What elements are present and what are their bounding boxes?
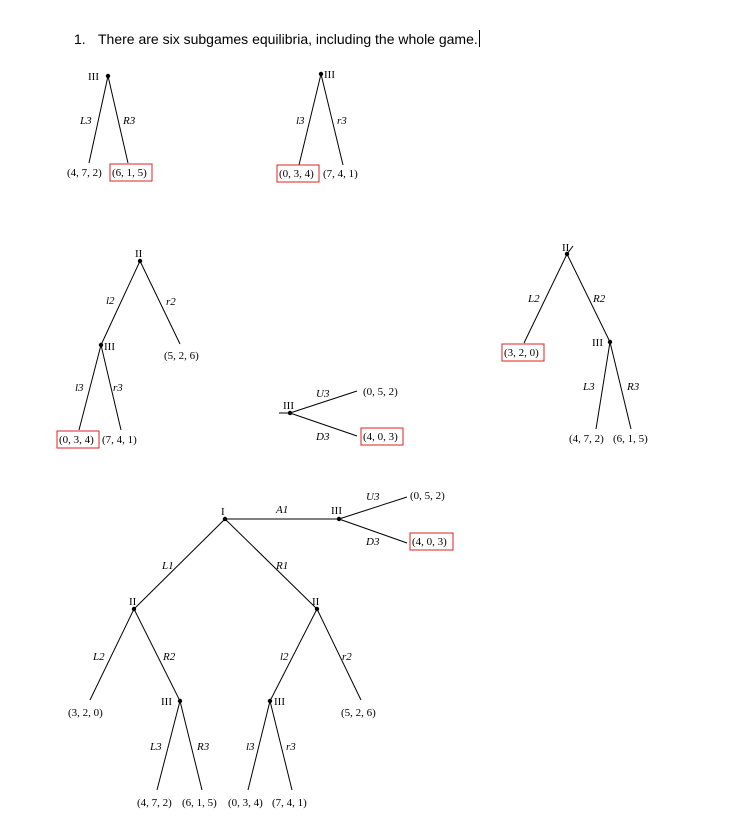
edge-L3	[596, 342, 610, 429]
heading-text: There are six subgames equilibria, including the whole game.	[98, 31, 478, 47]
action-label-left: L3	[80, 115, 92, 127]
player-label: III	[283, 400, 294, 412]
inner-player-label: III	[104, 341, 115, 353]
payoff-l3: (0, 3, 4)	[59, 434, 94, 446]
payoff-r2: (5, 2, 6)	[164, 350, 199, 362]
player-label-III-left: III	[161, 696, 172, 708]
action-label-R3: R3	[627, 381, 640, 393]
payoff-L2: (3, 2, 0)	[504, 347, 539, 359]
root-player-label: II	[135, 248, 143, 260]
edge-r2	[317, 609, 361, 700]
payoff-l3: (0, 3, 4)	[228, 797, 263, 809]
action-label-R2: R2	[593, 293, 606, 305]
inner-node	[99, 343, 103, 347]
subgame-tree-E	[502, 242, 648, 445]
edge-L1	[134, 519, 225, 609]
action-label-r2: r2	[166, 296, 176, 308]
action-label-L2: L2	[528, 293, 540, 305]
payoff-L3: (4, 7, 2)	[137, 797, 172, 809]
edge-L3	[89, 76, 108, 163]
root-player-label: II	[562, 242, 570, 254]
action-label-R3: R3	[197, 741, 210, 753]
action-label-l3: l3	[75, 382, 84, 394]
action-label-L3: L3	[150, 741, 162, 753]
action-label-r2: r2	[342, 651, 352, 663]
inner-player-label: III	[592, 337, 603, 349]
action-label-l3: l3	[246, 741, 255, 753]
subgame-tree-A	[67, 71, 152, 181]
action-label-r3: r3	[286, 741, 296, 753]
payoff-down: (4, 0, 3)	[363, 431, 398, 443]
payoff-R3: (6, 1, 5)	[182, 797, 217, 809]
action-label-l2: l2	[280, 651, 289, 663]
payoff-r3: (7, 4, 1)	[102, 434, 137, 446]
payoff-L3: (4, 7, 2)	[569, 433, 604, 445]
subgame-tree-B	[277, 69, 358, 182]
action-label-L1: L1	[162, 560, 174, 572]
payoff-D3: (4, 0, 3)	[412, 536, 447, 548]
player-label-III-top: III	[331, 505, 342, 517]
action-label-right: R3	[123, 115, 136, 127]
action-label-r3: r3	[113, 382, 123, 394]
action-label-right: r3	[337, 115, 347, 127]
subgame-tree-C	[57, 248, 199, 448]
node-III-left	[178, 699, 182, 703]
decision-node	[106, 74, 110, 78]
action-label-U3: U3	[366, 491, 380, 503]
payoff-right: (6, 1, 5)	[112, 167, 147, 179]
whole-game-tree	[68, 490, 453, 809]
player-label-II-right: II	[312, 596, 320, 608]
player-label-II-left: II	[129, 596, 137, 608]
subgame-tree-D	[279, 386, 403, 445]
inner-node	[608, 340, 612, 344]
payoff-r3: (7, 4, 1)	[272, 797, 307, 809]
player-label-III-right: III	[274, 696, 285, 708]
node-III-top	[337, 517, 341, 521]
edge-l2	[270, 609, 317, 701]
action-label-R2: R2	[163, 651, 176, 663]
edge-R1	[225, 519, 317, 609]
action-label-down: D3	[316, 431, 330, 443]
payoff-L2: (3, 2, 0)	[68, 707, 103, 719]
action-label-up: U3	[316, 388, 330, 400]
action-label-R1: R1	[276, 560, 289, 572]
player-label: III	[88, 71, 99, 83]
payoff-R3: (6, 1, 5)	[613, 433, 648, 445]
action-label-L3: L3	[583, 381, 595, 393]
player-label: III	[324, 69, 335, 81]
action-label-A1: A1	[276, 504, 289, 516]
payoff-left: (0, 3, 4)	[279, 168, 314, 180]
payoff-left: (4, 7, 2)	[67, 167, 102, 179]
payoff-right: (7, 4, 1)	[323, 168, 358, 180]
root-player-label: I	[221, 506, 225, 518]
action-label-l2: l2	[106, 295, 115, 307]
action-label-D3: D3	[366, 536, 380, 548]
action-label-L2: L2	[93, 651, 105, 663]
list-number: 1.	[74, 31, 86, 47]
payoff-U3: (0, 5, 2)	[410, 490, 445, 502]
payoff-up: (0, 5, 2)	[363, 386, 398, 398]
decision-node	[319, 72, 323, 76]
action-label-left: l3	[296, 115, 305, 127]
payoff-r2: (5, 2, 6)	[341, 707, 376, 719]
node-III-right	[268, 699, 272, 703]
